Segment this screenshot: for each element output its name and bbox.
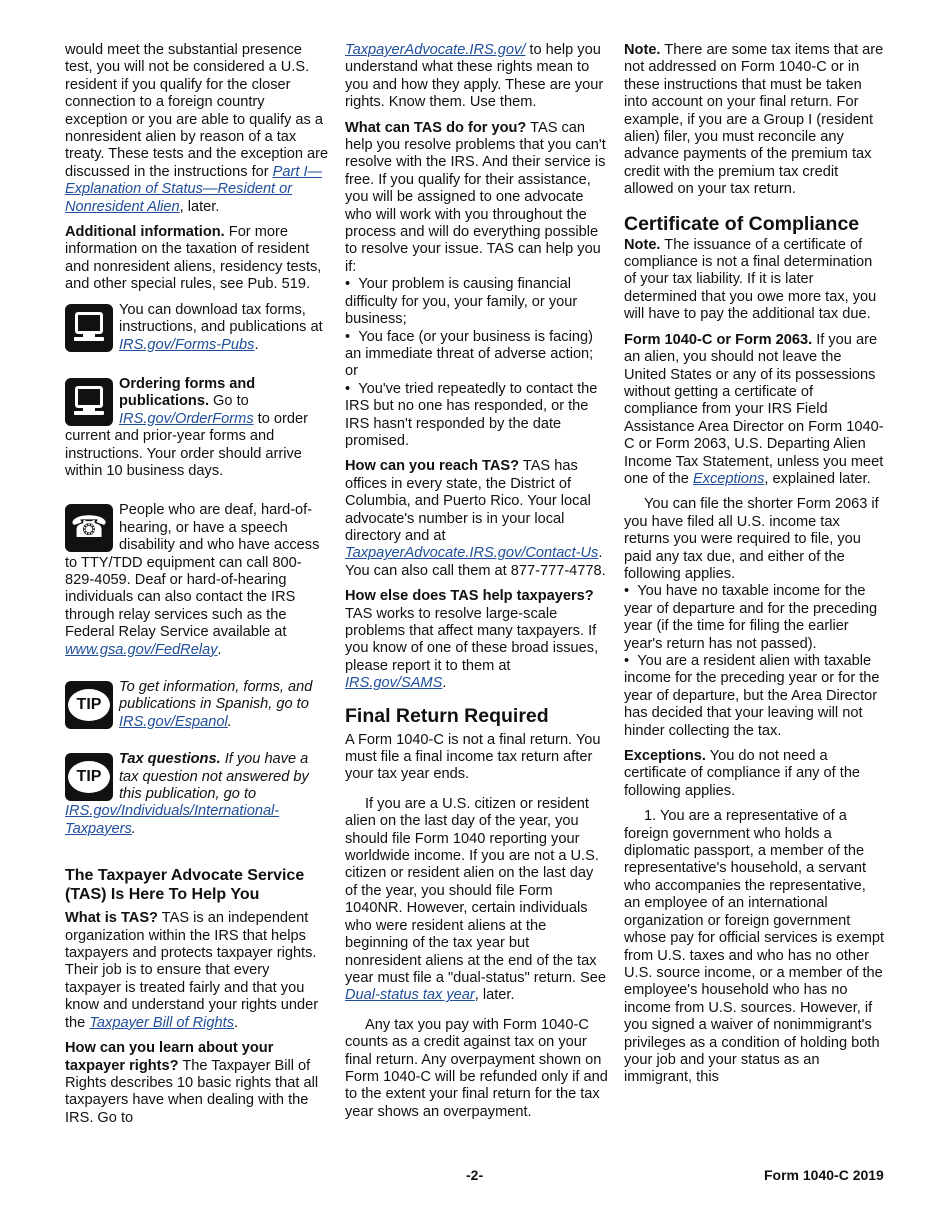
list-item: • You have no taxable income for the year of departure and for the preceding year (if the time for filing the earlier year's return has not passed).: [624, 583, 886, 653]
tip-icon: TIP: [65, 753, 113, 801]
tip-tax-questions-block: TIP Tax questions. If you have a tax question not answered by this publication, go to IRS.gov/Individuals/International-Taxpayers.: [65, 751, 309, 837]
sams-link[interactable]: IRS.gov/SAMS: [345, 675, 443, 692]
final-return-paragraph-2: If you are a U.S. citizen or resident alien on the last day of the year, you should file Form 1040 reporting your worldwide income. If you are not a U.S. citizen or resident alien on the last day of the year, you should file Form 1040NR. However, certain individuals who were resident aliens at the beginning of the tax year but nonresident aliens at the end of the tax year must file a "dual-status" return. See Dual-status tax year, later.: [345, 795, 607, 1004]
computer-icon: [65, 304, 113, 352]
what-is-tas-paragraph: What is TAS? TAS is an independent organization within the IRS that helps taxpayers and protects taxpayer rights. Their job is to ensure that every taxpayer is treated fairly and that you know and understand your rights under the Taxpayer Bill of Rights.: [65, 910, 319, 1031]
form-2063-paragraph: You can file the shorter Form 2063 if you have filed all U.S. income tax returns you were required to file, you paid any tax due, and either of the following applies.: [624, 496, 879, 582]
exception-item-1: 1. You are a representative of a foreign government who holds a diplomatic passport, a member of the representative's household, a servant who accompanies the representative, an employee of an international organization or foreign government whose pay for official services is exempt from U.S. taxes and who has no other U.S. source income, or a member of the employee's household who has no income from U.S. sources. However, if you signed a waiver of nonimmigrant's privileges as a condition of holding both your job and your status as an immigrant, this: [624, 808, 885, 1086]
note-paragraph: Note. There are some tax items that are not addressed on Form 1040-C or in these instructions that must be taken into account on your final return. For example, if you are a Group I (resident alien) filer, you must reconcile any advance payments of the premium tax credit with the premium tax credit allowed on your tax return.: [624, 42, 884, 198]
tip-icon: TIP: [65, 681, 113, 729]
order-forms-link[interactable]: IRS.gov/OrderForms: [119, 410, 254, 427]
learn-rights-paragraph: How can you learn about your taxpayer rights? The Taxpayer Bill of Rights describes 10 basic rights that all taxpayers have when dealing with the IRS. Go to: [65, 1040, 319, 1126]
espanol-link[interactable]: IRS.gov/Espanol: [119, 713, 228, 730]
form-footer: Form 1040-C 2019: [764, 1167, 884, 1183]
taxpayer-advocate-link[interactable]: TaxpayerAdvocate.IRS.gov/: [345, 42, 526, 58]
telephone-icon: ☎: [65, 504, 113, 552]
tas-heading: The Taxpayer Advocate Service (TAS) Is Here To Help You: [65, 867, 305, 904]
list-item: • You are a resident alien with taxable income for the preceding year or for the year of departure, but the Area Director has decided that your leaving will not hinder collecting the tax.: [624, 653, 886, 740]
dual-status-link[interactable]: Dual-status tax year: [345, 987, 475, 1004]
fed-relay-link[interactable]: www.gsa.gov/FedRelay: [65, 641, 218, 658]
exceptions-paragraph: Exceptions. You do not need a certificate of compliance if any of the following applies.: [624, 748, 861, 799]
final-return-paragraph-1: A Form 1040-C is not a final return. You must file a final income tax return after your tax year ends.: [345, 731, 601, 783]
rights-paragraph: TaxpayerAdvocate.IRS.gov/ to help you understand what these rights mean to you and how they apply. These are your rights. Know them. Use them.: [345, 42, 604, 111]
part-i-link[interactable]: Part I—Explanation of Status—Resident or Nonresident Alien: [65, 163, 323, 215]
taxpayer-bill-of-rights-link[interactable]: Taxpayer Bill of Rights: [89, 1014, 234, 1031]
else-tas-paragraph: How else does TAS help taxpayers? TAS works to resolve large-scale problems that affect many taxpayers. If you know of one of these broad issues, please report it to them at IRS.gov/SAMS.: [345, 588, 599, 692]
list-item: • Your problem is causing financial difficulty for you, your family, or your business;: [345, 276, 609, 328]
download-block: You can download tax forms, instructions, and publications at IRS.gov/Forms-Pubs.: [65, 302, 329, 362]
tty-block: ☎ People who are deaf, hard-of-hearing, or have a speech disability and who have access to TTY/TDD equipment can call 800-829-4059. Deaf or hard-of-hearing individuals can also contact the IRS through relay services such as the Federal Relay Service available at www.gsa.gov/FedRelay.: [65, 502, 320, 658]
residency-paragraph: would meet the substantial presence test, you will not be considered a U.S. resident if you qualify for the closer connection to a foreign country exception or you are able to qualify as a nonresident alien by reason of a tax treaty. These tests and the exception are discussed in the instructions for Part I—Explanation of Status—Resident or Nonresident Alien, later.: [65, 42, 329, 215]
page-number: -2-: [466, 1167, 484, 1183]
form-1040c-paragraph: Form 1040-C or Form 2063. If you are an alien, you should not leave the United States or any of its possessions without getting a certificate of compliance from your IRS Field Assistance Area Director on Form 1040-C or Form 2063, U.S. Departing Alien Income Tax Statement, unless you meet one of the Exceptions, explained later.: [624, 331, 884, 487]
contact-us-link[interactable]: TaxpayerAdvocate.IRS.gov/Contact-Us: [345, 545, 599, 562]
forms-pubs-link[interactable]: IRS.gov/Forms-Pubs: [119, 336, 255, 353]
column-1: [65, 42, 329, 1135]
ordering-block: Ordering forms and publications. Go to IRS.gov/OrderForms to order current and prior-year forms and instructions. Your order should arrive within 10 business days.: [65, 375, 308, 479]
final-return-heading: Final Return Required: [345, 704, 549, 727]
list-item: • You've tried repeatedly to contact the IRS but no one has responded, or the IRS hasn't responded by the date promised.: [345, 381, 609, 451]
column-3: [624, 42, 886, 1095]
reach-tas-paragraph: How can you reach TAS? TAS has offices in every state, the District of Columbia, and Puerto Rico. Your local advocate's number is in your local directory and at TaxpayerAdvocate.IRS.gov/Contact-Us. You can also call them at 877-777-4778.: [345, 458, 606, 579]
computer-icon: [65, 378, 113, 426]
international-taxpayers-link[interactable]: IRS.gov/Individuals/International-Taxpayers: [65, 803, 280, 837]
list-item: • You face (or your business is facing) an immediate threat of adverse action; or: [345, 329, 609, 381]
additional-info-paragraph: Additional information. For more information on the taxation of resident and nonresident aliens, residency tests, and other special rules, see Pub. 519.: [65, 224, 322, 293]
note2-paragraph: Note. The issuance of a certificate of compliance is not a final determination of your tax liability. If it is later determined that you owe more tax, you will have to pay the additional tax due.: [624, 236, 877, 323]
column-2: [345, 42, 609, 1129]
final-return-paragraph-3: Any tax you pay with Form 1040-C counts as a credit against tax on your final return. Any overpayment shown on Form 1040-C will be refunded only if and to the extent your final return for the tax year shows an overpayment.: [345, 1016, 608, 1120]
tip-spanish-block: TIP To get information, forms, and publications in Spanish, go to IRS.gov/Espanol.: [65, 679, 329, 739]
what-can-tas-do-paragraph: What can TAS do for you? TAS can help you resolve problems that you can't resolve with the IRS. And their service is free. If you qualify for their assistance, you will be assigned to one advocate who will work with you throughout the process and will do everything possible to resolve your issue. TAS can help you if:: [345, 119, 606, 275]
exceptions-link[interactable]: Exceptions: [692, 470, 765, 487]
certificate-heading: Certificate of Compliance: [624, 212, 860, 235]
